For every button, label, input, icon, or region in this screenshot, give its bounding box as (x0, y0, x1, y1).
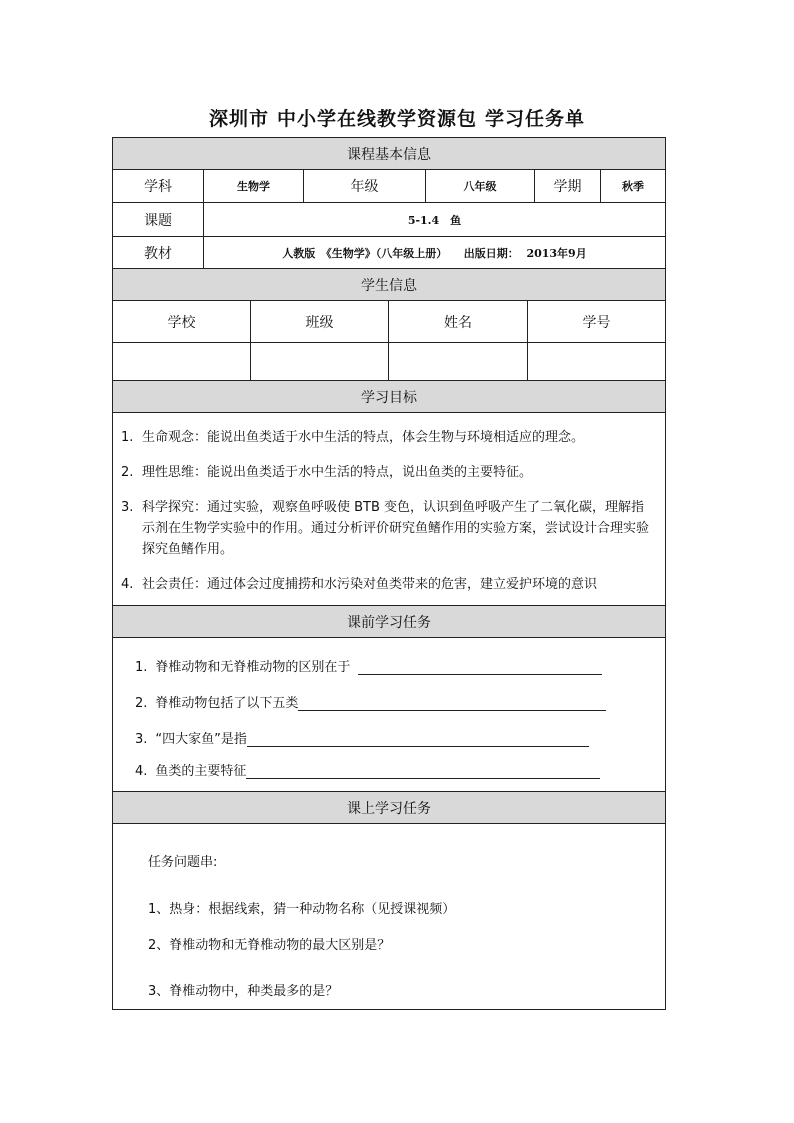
subject-label: 学科 (113, 170, 204, 202)
pre-task-item (135, 656, 602, 675)
course-info-row-3 (113, 237, 665, 269)
goals-list (113, 413, 665, 606)
goals-header: 学习目标 (113, 381, 665, 413)
grade-value: 八年级 (426, 170, 535, 202)
grade-label: 年级 (304, 170, 426, 202)
goal-text: 生命观念：能说出鱼类适于水中生活的特点，体会生物与环境相适应的理念。 (142, 430, 585, 445)
student-id-field[interactable] (528, 343, 665, 380)
goal-number: 1. (121, 430, 134, 445)
pre-task-number: 3. (135, 732, 148, 747)
course-info-row-1 (113, 170, 665, 203)
student-info-header: 学生信息 (113, 269, 665, 301)
answer-blank[interactable] (247, 732, 589, 747)
pre-task-text: “四大家鱼”是指 (155, 732, 247, 747)
class-field[interactable] (251, 343, 389, 380)
class-task-item: 2、脊椎动物和无脊椎动物的最大区别是？ (148, 938, 391, 953)
name-label: 姓名 (389, 301, 528, 342)
pre-task-number: 4. (135, 764, 148, 779)
student-info-inputs (113, 343, 665, 381)
class-tasks-intro: 任务问题串: (148, 855, 218, 870)
class-label: 班级 (251, 301, 389, 342)
goal-item (121, 427, 657, 448)
pre-task-number: 2. (135, 696, 148, 711)
goal-text: 社会责任：通过体会过度捕捞和水污染对鱼类带来的危害，建立爱护环境的意识 (142, 577, 598, 592)
title-city: 深圳市 (208, 108, 269, 130)
name-field[interactable] (389, 343, 528, 380)
pre-task-text: 脊椎动物包括了以下五类 (155, 696, 299, 711)
goal-number: 4. (121, 577, 134, 592)
pre-task-item (135, 692, 606, 711)
pre-task-number: 1. (135, 660, 148, 675)
subject-value: 生物学 (204, 170, 304, 202)
school-field[interactable] (113, 343, 251, 380)
goal-number: 3. (121, 500, 134, 515)
class-tasks-header: 课上学习任务 (113, 792, 665, 824)
pre-task-text: 脊椎动物和无脊椎动物的区别在于 (155, 660, 351, 675)
answer-blank[interactable] (246, 764, 600, 779)
student-id-label: 学号 (582, 314, 611, 331)
pre-task-text: 鱼类的主要特征 (155, 764, 247, 779)
goal-number: 2. (121, 465, 134, 480)
pre-tasks-list (113, 638, 665, 792)
course-info-row-2 (113, 203, 665, 237)
title-doc: 学习任务单 (485, 108, 586, 130)
task-sheet-table (112, 137, 666, 1010)
school-label: 学校 (113, 301, 251, 342)
goal-text: 理性思维：能说出鱼类适于水中生活的特点，说出鱼类的主要特征。 (142, 465, 533, 480)
goal-text: 科学探究：通过实验，观察鱼呼吸使 BTB 变色，认识到鱼呼吸产生了二氧化碳，理解指示剂在生物学实验中的作用。通过分析评价研究鱼鳍作用的实验方案，尝试设计合理实验探究鱼鳍作用。 (142, 500, 650, 557)
course-info-header: 课程基本信息 (113, 138, 665, 170)
term-value: 秋季 (622, 180, 644, 193)
class-task-item: 1、热身：根据线索，猜一种动物名称（见授课视频） (148, 902, 456, 917)
class-task-item: 3、脊椎动物中，种类最多的是？ (148, 984, 339, 999)
page-title (0, 104, 794, 131)
term-label: 学期 (535, 170, 601, 202)
student-info-labels (113, 301, 665, 343)
goal-item (121, 497, 657, 560)
topic-value: 5-1.4 鱼 (407, 213, 462, 227)
pre-task-item (135, 760, 600, 779)
answer-blank[interactable] (358, 660, 602, 675)
textbook-label: 教材 (113, 237, 204, 268)
title-main: 中小学在线教学资源包 (276, 108, 477, 130)
textbook-value: 人教版 《生物学》（八年级上册） 出版日期： 2013年9月 (282, 246, 587, 260)
answer-blank[interactable] (298, 696, 606, 711)
goal-item (121, 462, 657, 483)
pre-tasks-header: 课前学习任务 (113, 606, 665, 638)
topic-label: 课题 (113, 203, 204, 236)
pre-task-item (135, 728, 589, 747)
goal-item (121, 574, 657, 595)
class-tasks-list (113, 824, 665, 1009)
